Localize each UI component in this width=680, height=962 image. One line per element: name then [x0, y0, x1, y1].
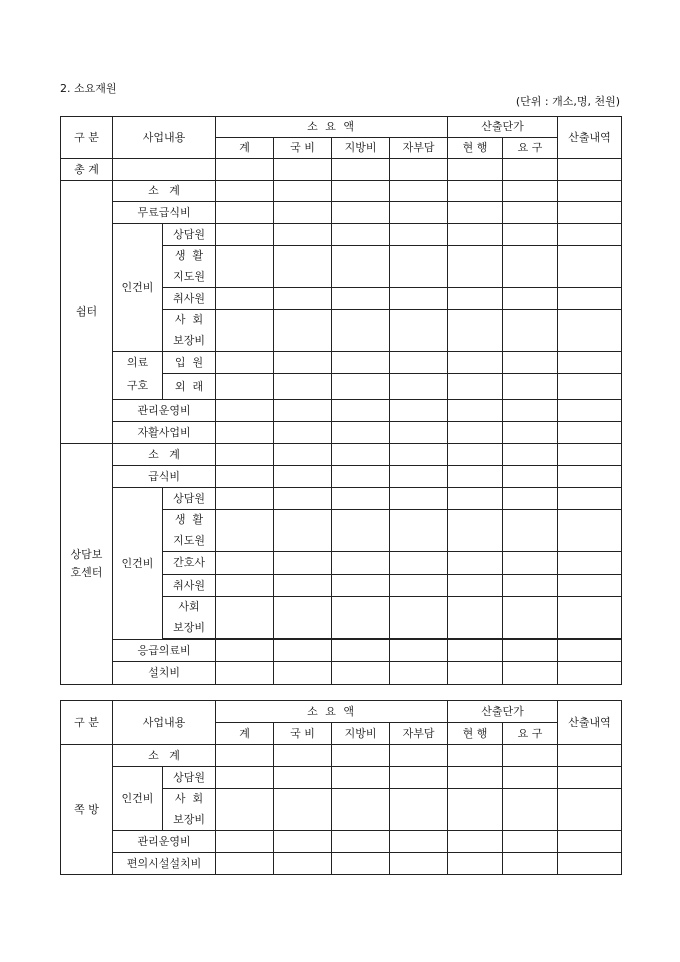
empty-cell — [503, 288, 558, 310]
empty-cell — [216, 745, 274, 767]
empty-cell — [448, 831, 503, 853]
empty-cell — [390, 352, 448, 374]
empty-cell — [274, 488, 332, 510]
empty-cell — [558, 510, 622, 552]
header-yogu: 요 구 — [503, 138, 558, 159]
empty-cell — [332, 159, 390, 181]
empty-cell — [390, 444, 448, 466]
center-geupsik: 급식비 — [113, 466, 216, 488]
empty-cell — [503, 488, 558, 510]
header-hyeonhaeng: 현 행 — [448, 138, 503, 159]
empty-cell — [558, 444, 622, 466]
empty-cell — [448, 246, 503, 288]
empty-cell — [332, 202, 390, 224]
empty-cell — [216, 767, 274, 789]
empty-cell — [274, 159, 332, 181]
empty-cell — [390, 510, 448, 552]
shelter-uiryo-2: 구호 — [113, 374, 163, 400]
empty-cell — [274, 640, 332, 662]
jjokbang-sogye: 소 계 — [113, 745, 216, 767]
center-sogye: 소 계 — [113, 444, 216, 466]
shelter-ipwon: 입 원 — [163, 352, 216, 374]
empty-cell — [274, 575, 332, 597]
empty-cell — [558, 488, 622, 510]
empty-cell — [503, 444, 558, 466]
empty-cell — [216, 575, 274, 597]
empty-cell — [274, 831, 332, 853]
empty-cell — [274, 552, 332, 575]
empty-cell — [448, 400, 503, 422]
center-sahoe-1: 사회 — [163, 597, 216, 618]
empty-cell — [448, 466, 503, 488]
empty-cell — [216, 202, 274, 224]
empty-cell — [390, 310, 448, 352]
empty-cell — [274, 352, 332, 374]
empty-cell — [448, 789, 503, 831]
shelter-saenghwal-1: 생 활 — [163, 246, 216, 267]
budget-table-2 — [60, 700, 622, 875]
empty-cell — [503, 374, 558, 400]
jjokbang-gwalli: 관리운영비 — [113, 831, 216, 853]
empty-cell — [274, 510, 332, 552]
empty-cell — [113, 159, 216, 181]
center-sahoe-2: 보장비 — [163, 618, 216, 639]
empty-cell — [503, 466, 558, 488]
empty-cell — [332, 181, 390, 202]
empty-cell — [216, 510, 274, 552]
empty-cell — [558, 552, 622, 575]
header2-gukbi: 국 비 — [274, 723, 332, 745]
jjokbang-ingeonbi: 인건비 — [113, 767, 163, 831]
empty-cell — [558, 575, 622, 597]
empty-cell — [448, 444, 503, 466]
empty-cell — [558, 159, 622, 181]
empty-cell — [448, 552, 503, 575]
header-sanchul-dan: 산출단가 — [448, 117, 558, 138]
empty-cell — [332, 444, 390, 466]
empty-cell — [216, 288, 274, 310]
empty-cell — [503, 510, 558, 552]
jjokbang-sahoe-1: 사 회 — [163, 789, 216, 810]
empty-cell — [332, 400, 390, 422]
center-ingeonbi: 인건비 — [113, 488, 163, 640]
empty-cell — [448, 352, 503, 374]
empty-cell — [274, 288, 332, 310]
center-eunggeup: 응급의료비 — [113, 640, 216, 662]
empty-cell — [390, 400, 448, 422]
empty-cell — [503, 789, 558, 831]
group-jjokbang: 쪽 방 — [61, 745, 113, 875]
empty-cell — [390, 831, 448, 853]
empty-cell — [558, 662, 622, 685]
empty-cell — [332, 552, 390, 575]
empty-cell — [558, 352, 622, 374]
empty-cell — [503, 597, 558, 639]
shelter-sahoe-1: 사 회 — [163, 310, 216, 331]
header2-gye: 계 — [216, 723, 274, 745]
empty-cell — [216, 422, 274, 444]
empty-cell — [390, 374, 448, 400]
center-saenghwal-1: 생 활 — [163, 510, 216, 531]
empty-cell — [503, 767, 558, 789]
header2-sanchul-dan: 산출단가 — [448, 701, 558, 723]
empty-cell — [274, 789, 332, 831]
empty-cell — [332, 789, 390, 831]
empty-cell — [448, 202, 503, 224]
shelter-oerae: 외 래 — [163, 374, 216, 400]
center-label-1: 상담보 — [70, 548, 103, 561]
empty-cell — [558, 246, 622, 288]
empty-cell — [503, 202, 558, 224]
empty-cell — [274, 181, 332, 202]
group-shelter: 쉼터 — [61, 181, 113, 444]
empty-cell — [216, 352, 274, 374]
empty-cell — [274, 422, 332, 444]
empty-cell — [503, 224, 558, 246]
jjokbang-sahoe-2: 보장비 — [163, 810, 216, 831]
empty-cell — [274, 444, 332, 466]
empty-cell — [332, 310, 390, 352]
shelter-saenghwal-2: 지도원 — [163, 267, 216, 288]
empty-cell — [503, 831, 558, 853]
center-label-2: 호센터 — [70, 566, 103, 579]
header2-saeop: 사업내용 — [113, 701, 216, 745]
empty-cell — [216, 552, 274, 575]
group-center — [61, 444, 113, 685]
empty-cell — [503, 352, 558, 374]
header-gubun: 구 분 — [61, 117, 113, 159]
empty-cell — [216, 224, 274, 246]
shelter-sogye: 소 계 — [113, 181, 216, 202]
header2-soyoaek: 소 요 액 — [216, 701, 448, 723]
empty-cell — [274, 202, 332, 224]
center-chwisawon: 취사원 — [163, 575, 216, 597]
empty-cell — [448, 510, 503, 552]
empty-cell — [503, 181, 558, 202]
header-saeop: 사업내용 — [113, 117, 216, 159]
empty-cell — [448, 853, 503, 875]
empty-cell — [558, 466, 622, 488]
empty-cell — [332, 466, 390, 488]
empty-cell — [448, 422, 503, 444]
empty-cell — [448, 640, 503, 662]
shelter-chwisawon: 취사원 — [163, 288, 216, 310]
empty-cell — [503, 853, 558, 875]
shelter-jahwal: 자활사업비 — [113, 422, 216, 444]
empty-cell — [390, 640, 448, 662]
center-saenghwal-2: 지도원 — [163, 531, 216, 552]
empty-cell — [274, 224, 332, 246]
empty-cell — [503, 400, 558, 422]
empty-cell — [558, 745, 622, 767]
center-sangdamwon: 상담원 — [163, 488, 216, 510]
empty-cell — [216, 488, 274, 510]
empty-cell — [332, 597, 390, 639]
unit-note: (단위 : 개소,명, 천원) — [515, 95, 620, 108]
empty-cell — [448, 374, 503, 400]
shelter-sahoe-2: 보장비 — [163, 331, 216, 352]
header2-hyeonhaeng: 현 행 — [448, 723, 503, 745]
empty-cell — [558, 374, 622, 400]
header2-yogu: 요 구 — [503, 723, 558, 745]
empty-cell — [332, 422, 390, 444]
section-title: 2. 소요재원 — [60, 82, 117, 95]
header2-jibangbi: 지방비 — [332, 723, 390, 745]
empty-cell — [216, 310, 274, 352]
empty-cell — [332, 767, 390, 789]
empty-cell — [332, 488, 390, 510]
center-seolchi: 설치비 — [113, 662, 216, 685]
empty-cell — [216, 400, 274, 422]
empty-cell — [216, 374, 274, 400]
empty-cell — [558, 640, 622, 662]
empty-cell — [390, 224, 448, 246]
empty-cell — [448, 597, 503, 639]
header-gye: 계 — [216, 138, 274, 159]
empty-cell — [503, 246, 558, 288]
shelter-sangdamwon: 상담원 — [163, 224, 216, 246]
empty-cell — [216, 597, 274, 639]
empty-cell — [558, 202, 622, 224]
empty-cell — [274, 310, 332, 352]
empty-cell — [332, 662, 390, 685]
empty-cell — [558, 853, 622, 875]
empty-cell — [503, 159, 558, 181]
header-jibangbi: 지방비 — [332, 138, 390, 159]
empty-cell — [332, 224, 390, 246]
empty-cell — [390, 288, 448, 310]
empty-cell — [390, 422, 448, 444]
empty-cell — [558, 831, 622, 853]
empty-cell — [503, 575, 558, 597]
empty-cell — [503, 552, 558, 575]
empty-cell — [448, 159, 503, 181]
empty-cell — [216, 789, 274, 831]
header2-sanchul-nae: 산출내역 — [558, 701, 622, 745]
empty-cell — [216, 181, 274, 202]
empty-cell — [558, 400, 622, 422]
empty-cell — [332, 853, 390, 875]
empty-cell — [216, 246, 274, 288]
shelter-gwalli: 관리운영비 — [113, 400, 216, 422]
empty-cell — [216, 466, 274, 488]
empty-cell — [216, 640, 274, 662]
header-gukbi: 국 비 — [274, 138, 332, 159]
header-soyoaek: 소 요 액 — [216, 117, 448, 138]
empty-cell — [448, 767, 503, 789]
empty-cell — [390, 488, 448, 510]
empty-cell — [448, 488, 503, 510]
shelter-muryo: 무료급식비 — [113, 202, 216, 224]
empty-cell — [274, 662, 332, 685]
empty-cell — [332, 352, 390, 374]
empty-cell — [274, 374, 332, 400]
empty-cell — [390, 181, 448, 202]
empty-cell — [448, 575, 503, 597]
jjokbang-pyeonui: 편의시설설치비 — [113, 853, 216, 875]
empty-cell — [216, 662, 274, 685]
empty-cell — [390, 466, 448, 488]
empty-cell — [332, 246, 390, 288]
empty-cell — [558, 288, 622, 310]
empty-cell — [448, 224, 503, 246]
empty-cell — [274, 466, 332, 488]
empty-cell — [274, 745, 332, 767]
empty-cell — [332, 831, 390, 853]
header-sanchul-nae: 산출내역 — [558, 117, 622, 159]
empty-cell — [390, 662, 448, 685]
row-chonggye: 총 계 — [61, 159, 113, 181]
header2-gubun: 구 분 — [61, 701, 113, 745]
empty-cell — [332, 288, 390, 310]
empty-cell — [558, 597, 622, 639]
empty-cell — [503, 310, 558, 352]
empty-cell — [448, 745, 503, 767]
empty-cell — [448, 288, 503, 310]
jjokbang-sangdamwon: 상담원 — [163, 767, 216, 789]
empty-cell — [332, 374, 390, 400]
empty-cell — [332, 640, 390, 662]
empty-cell — [216, 831, 274, 853]
empty-cell — [390, 789, 448, 831]
empty-cell — [558, 224, 622, 246]
empty-cell — [558, 789, 622, 831]
empty-cell — [448, 181, 503, 202]
empty-cell — [558, 310, 622, 352]
empty-cell — [503, 745, 558, 767]
empty-cell — [274, 853, 332, 875]
empty-cell — [503, 640, 558, 662]
empty-cell — [390, 767, 448, 789]
empty-cell — [274, 246, 332, 288]
empty-cell — [332, 510, 390, 552]
empty-cell — [558, 767, 622, 789]
empty-cell — [558, 422, 622, 444]
empty-cell — [448, 310, 503, 352]
empty-cell — [503, 422, 558, 444]
shelter-uiryo-1: 의료 — [113, 352, 163, 374]
empty-cell — [390, 597, 448, 639]
empty-cell — [332, 745, 390, 767]
header2-jabudam: 자부담 — [390, 723, 448, 745]
empty-cell — [274, 400, 332, 422]
empty-cell — [390, 745, 448, 767]
empty-cell — [390, 202, 448, 224]
empty-cell — [558, 181, 622, 202]
shelter-ingeonbi: 인건비 — [113, 224, 163, 352]
empty-cell — [503, 662, 558, 685]
header-jabudam: 자부담 — [390, 138, 448, 159]
empty-cell — [332, 575, 390, 597]
empty-cell — [448, 662, 503, 685]
empty-cell — [216, 159, 274, 181]
empty-cell — [390, 853, 448, 875]
empty-cell — [216, 853, 274, 875]
empty-cell — [390, 246, 448, 288]
empty-cell — [390, 159, 448, 181]
empty-cell — [274, 767, 332, 789]
empty-cell — [216, 444, 274, 466]
empty-cell — [390, 575, 448, 597]
center-ganhosa: 간호사 — [163, 552, 216, 575]
budget-table-1 — [60, 116, 622, 685]
empty-cell — [390, 552, 448, 575]
empty-cell — [274, 597, 332, 639]
